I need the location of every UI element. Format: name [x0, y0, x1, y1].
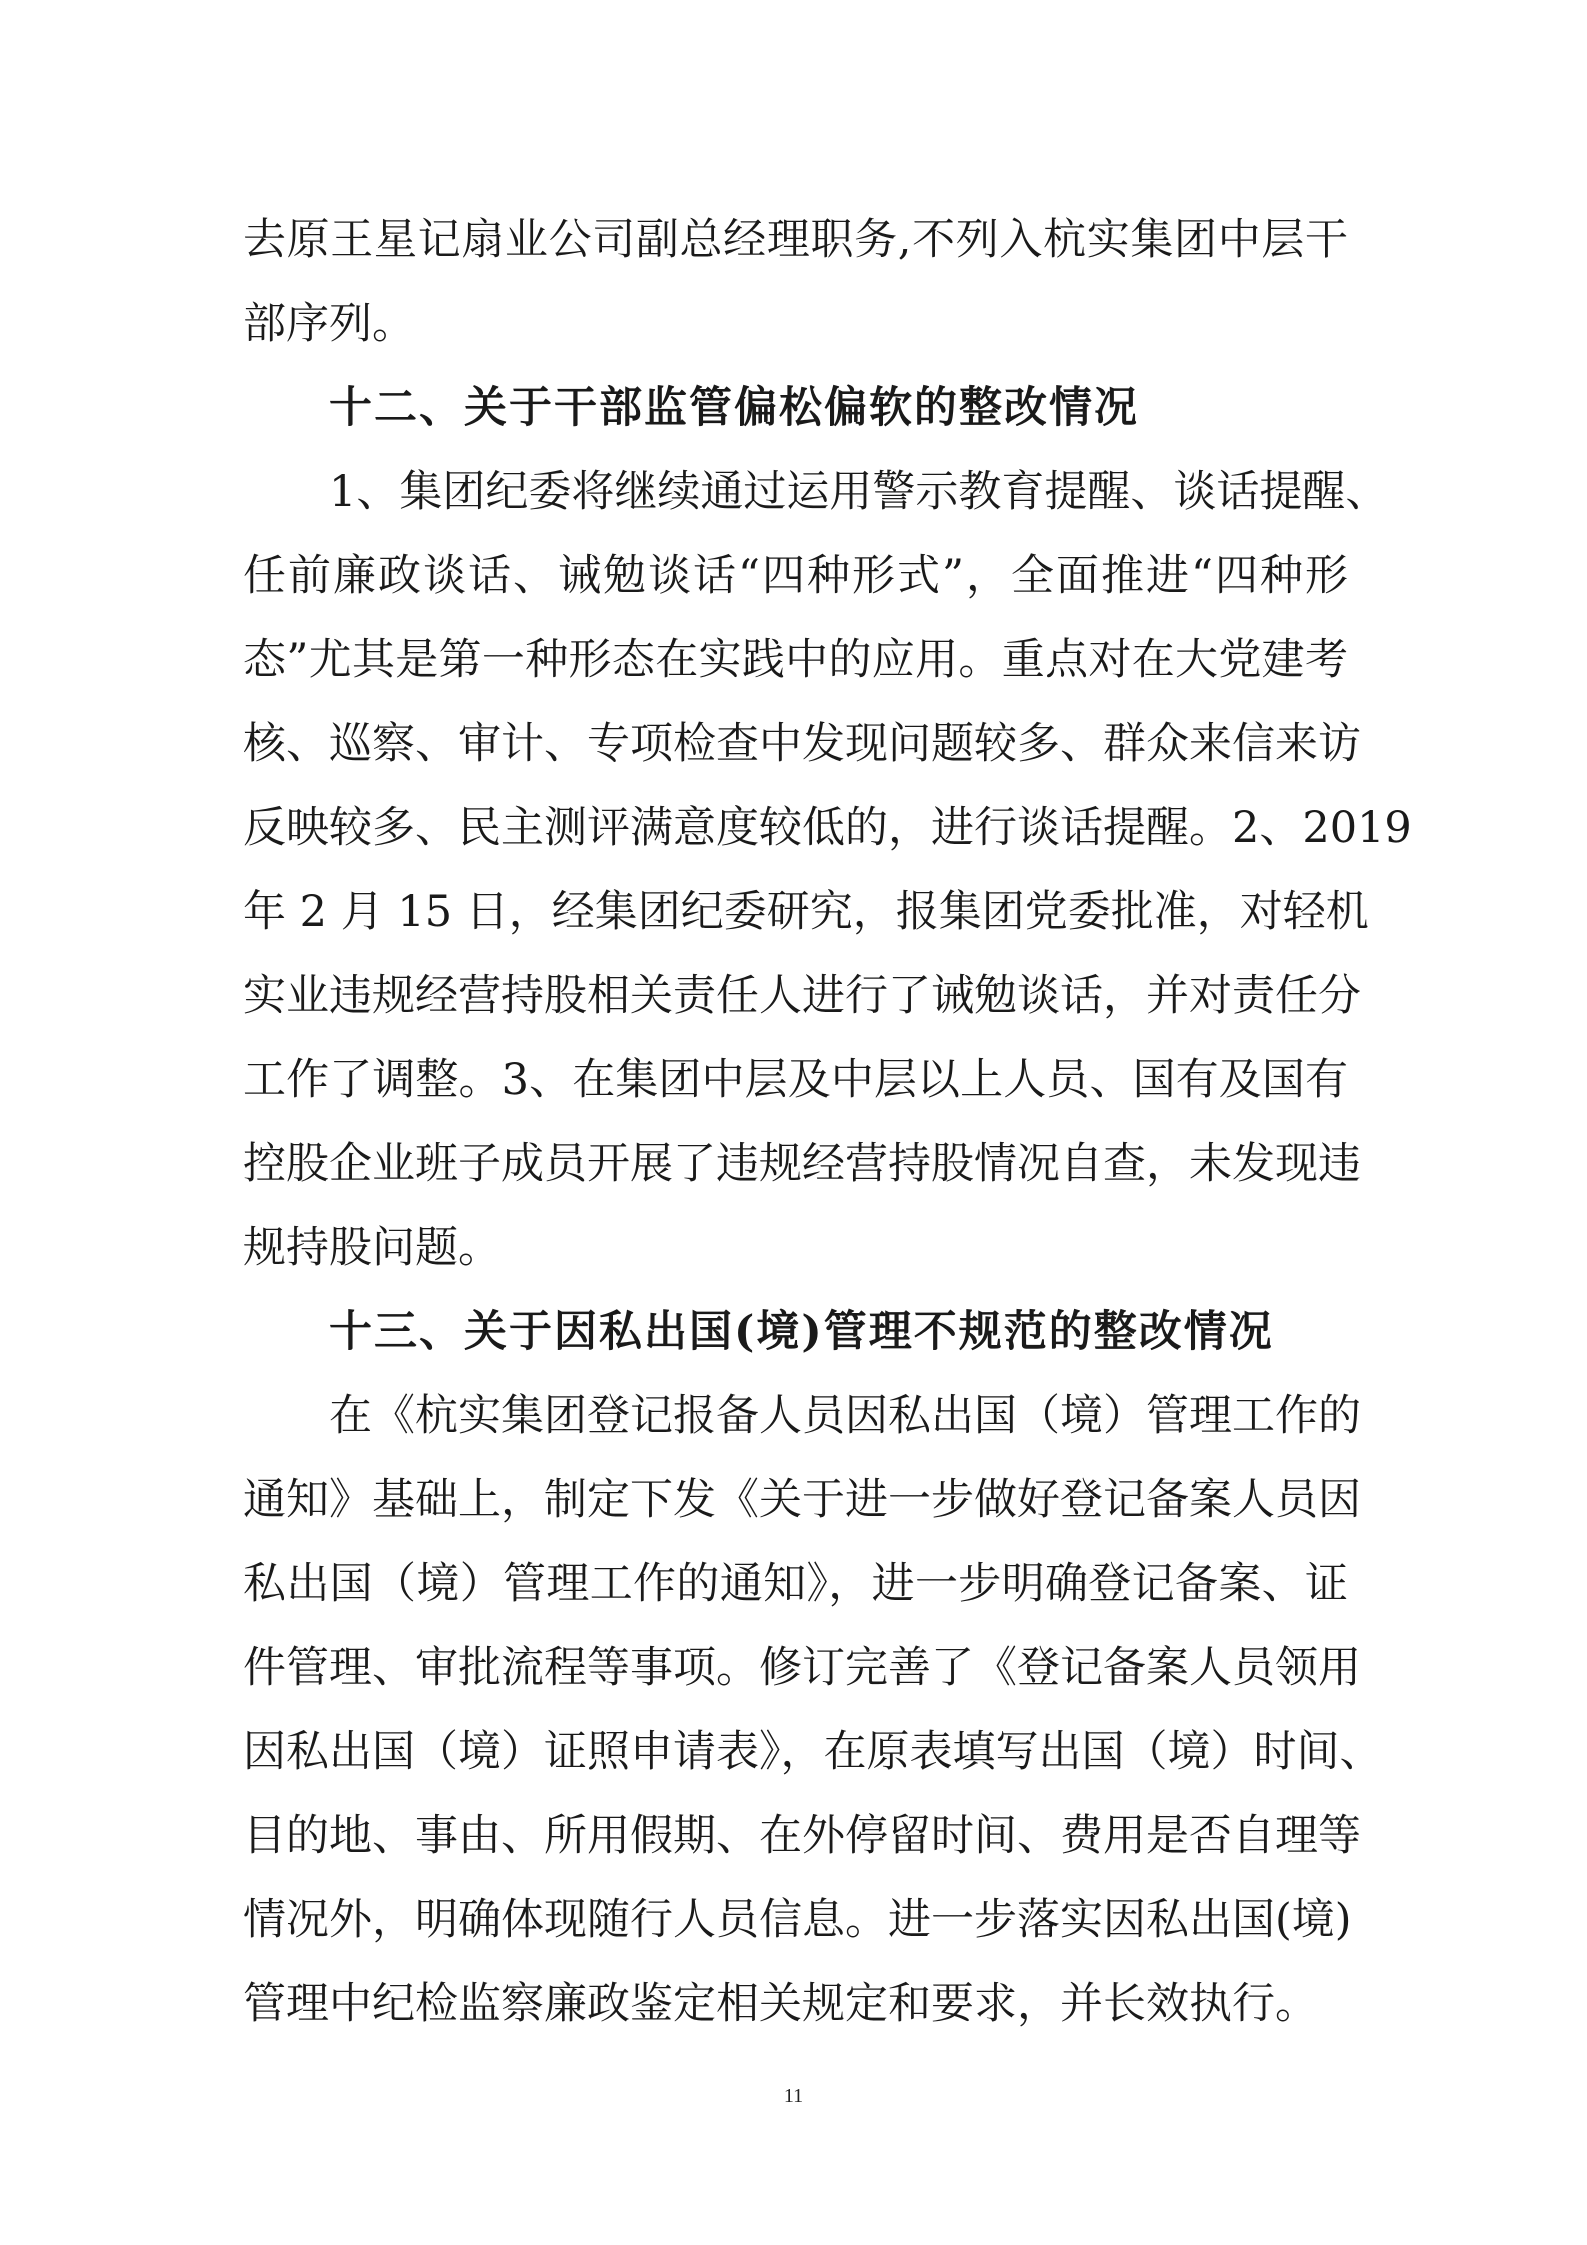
paragraph-line: 私出国（境）管理工作的通知》，进一步明确登记备案、证	[243, 1559, 1348, 1609]
paragraph-line: 通知》基础上，制定下发《关于进一步做好登记备案人员因	[243, 1475, 1361, 1525]
paragraph-line: 年 2 月 15 日，经集团纪委研究，报集团党委批准，对轻机	[243, 887, 1369, 937]
body-text	[243, 198, 1412, 2046]
paragraph-line: 管理中纪检监察廉政鉴定相关规定和要求，并长效执行。	[243, 1979, 1318, 2029]
section-heading-13: 十三、关于因私出国(境)管理不规范的整改情况	[329, 1307, 1274, 1357]
paragraph-line: 部序列。	[243, 299, 415, 349]
paragraph-line: 目的地、事由、所用假期、在外停留时间、费用是否自理等	[243, 1811, 1361, 1861]
paragraph-line: 因私出国（境）证照申请表》，在原表填写出国（境）时间、	[243, 1727, 1383, 1777]
paragraph-line: 件管理、审批流程等事项。修订完善了《登记备案人员领用	[243, 1643, 1361, 1693]
paragraph-line: 1、集团纪委将继续通过运用警示教育提醒、谈话提醒、	[329, 467, 1389, 517]
section-heading-12: 十二、关于干部监管偏松偏软的整改情况	[329, 383, 1139, 433]
paragraph-line: 态”尤其是第一种形态在实践中的应用。重点对在大党建考	[243, 635, 1348, 685]
paragraph-line: 核、巡察、审计、专项检查中发现问题较多、群众来信来访	[243, 719, 1361, 769]
paragraph-line: 去原王星记扇业公司副总经理职务,不列入杭实集团中层干	[243, 215, 1348, 265]
paragraph-line: 工作了调整。3、在集团中层及中层以上人员、国有及国有	[243, 1055, 1348, 1105]
paragraph-line: 情况外，明确体现随行人员信息。进一步落实因私出国(境)	[243, 1895, 1352, 1945]
paragraph-line: 规持股问题。	[243, 1223, 501, 1273]
page-number: 11	[783, 2085, 804, 2107]
paragraph-line: 实业违规经营持股相关责任人进行了诫勉谈话，并对责任分	[243, 971, 1361, 1021]
paragraph-line: 在《杭实集团登记报备人员因私出国（境）管理工作的	[329, 1391, 1361, 1441]
paragraph-line: 控股企业班子成员开展了违规经营持股情况自查，未发现违	[243, 1139, 1361, 1189]
paragraph-line: 任前廉政谈话、诫勉谈话“四种形式”，全面推进“四种形	[243, 551, 1348, 601]
paragraph-line: 反映较多、民主测评满意度较低的，进行谈话提醒。2、2019	[243, 803, 1412, 853]
